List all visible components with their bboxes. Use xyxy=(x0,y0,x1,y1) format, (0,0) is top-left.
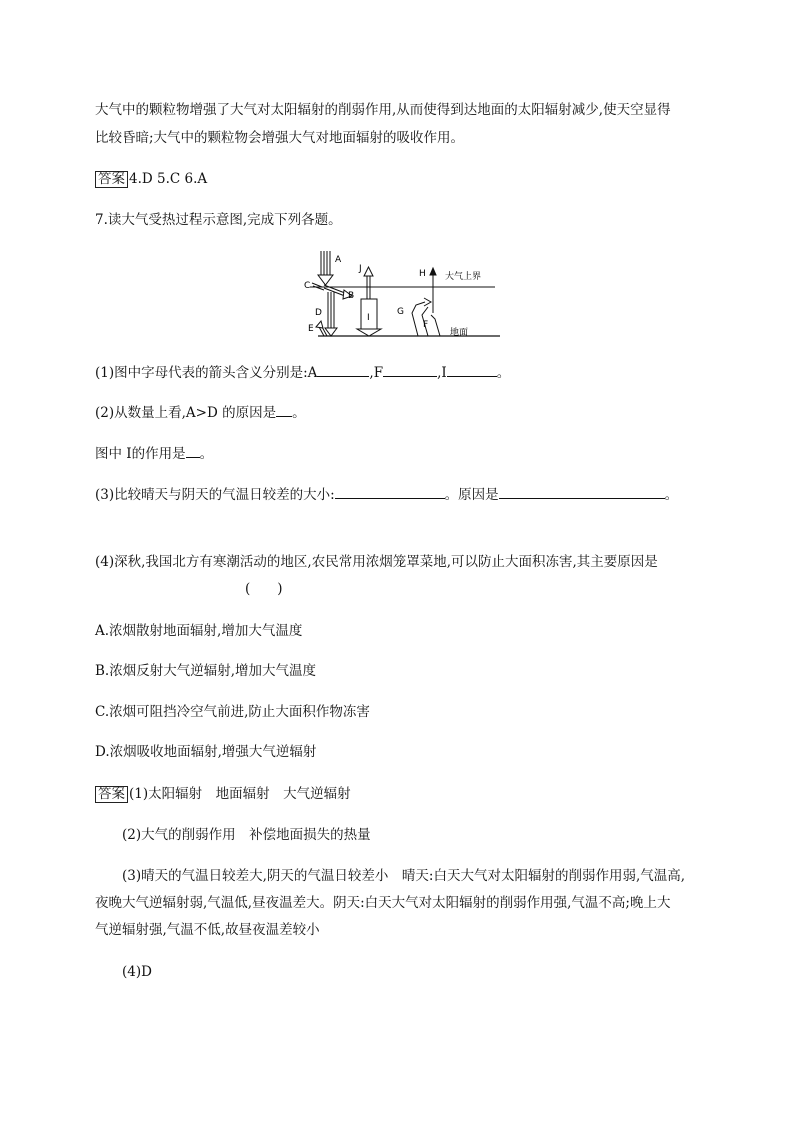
label-h: H xyxy=(419,269,426,279)
question-4-paren: ( ) xyxy=(245,581,283,597)
q1-i: ,I xyxy=(437,365,447,381)
blank-q3b[interactable] xyxy=(499,485,665,499)
q2b-end: 。 xyxy=(199,446,214,462)
label-i: I xyxy=(367,313,370,323)
q1-text: (1)图中字母代表的箭头含义分别是:A xyxy=(95,365,318,381)
q1-f: ,F xyxy=(369,365,384,381)
q3-mid: 。原因是 xyxy=(444,487,499,503)
label-c: C xyxy=(304,281,311,291)
question-4: (4)深秋,我国北方有寒潮活动的地区,农民常用浓烟笼罩菜地,可以防止大面积冻害,其主要原因是 xyxy=(95,554,658,570)
label-top: 大气上界 xyxy=(445,272,482,282)
question-2b xyxy=(95,444,213,463)
label-g: G xyxy=(397,307,404,317)
arrow-a-solar-radiation xyxy=(318,251,333,285)
blank-q2[interactable] xyxy=(276,403,292,417)
intro-line-1: 大气中的颗粒物增强了大气对太阳辐射的削弱作用,从而使得到达地面的太阳辐射减少,使天空显得 xyxy=(95,102,671,118)
previous-answer-text: 4.D 5.C 6.A xyxy=(129,171,208,187)
answer-1 xyxy=(95,785,351,803)
q1-end: 。 xyxy=(496,365,511,381)
label-b: B xyxy=(348,291,355,301)
option-c: C.浓烟可阻挡冷空气前进,防止大面积作物冻害 xyxy=(95,704,370,720)
q2-end: 。 xyxy=(292,405,306,421)
arrow-g-f-ground-radiation xyxy=(412,298,440,336)
arrow-h-space-radiation xyxy=(430,268,436,313)
q3-end: 。 xyxy=(664,487,679,503)
question-1 xyxy=(95,363,510,382)
blank-q2b[interactable] xyxy=(186,444,200,458)
answer-3-line-1: (3)晴天的气温日较差大,阴天的气温日较差小 晴天:白天大气对太阳辐射的削弱作用弱,气温高, xyxy=(122,868,686,884)
previous-answer xyxy=(95,170,207,188)
intro-line-2: 比较昏暗;大气中的颗粒物会增强大气对地面辐射的吸收作用。 xyxy=(95,130,465,146)
answer-3-line-2: 夜晚大气逆辐射弱,气温低,昼夜温差大。阴天:白天大气对太阳辐射的削弱作用强,气温不高;晚上大 xyxy=(95,895,671,911)
label-a: A xyxy=(335,255,342,265)
question-3 xyxy=(95,485,678,504)
q2-text: (2)从数量上看,A>D 的原因是 xyxy=(95,405,277,421)
q3-text: (3)比较晴天与阴天的气温日较差的大小: xyxy=(95,487,335,503)
blank-q3a[interactable] xyxy=(335,485,445,499)
blank-f[interactable] xyxy=(383,363,437,377)
option-d: D.浓烟吸收地面辐射,增强大气逆辐射 xyxy=(95,744,317,760)
answer-1-text: (1)太阳辐射 地面辐射 大气逆辐射 xyxy=(129,786,351,802)
label-d: D xyxy=(315,308,322,318)
blank-i[interactable] xyxy=(447,363,497,377)
label-f: F xyxy=(423,320,429,330)
question-title: 7.读大气受热过程示意图,完成下列各题。 xyxy=(95,212,342,228)
answer-2: (2)大气的削弱作用 补偿地面损失的热量 xyxy=(122,827,371,843)
blank-a[interactable] xyxy=(317,363,369,377)
question-2 xyxy=(95,403,306,422)
label-j: J xyxy=(359,264,362,274)
answer-label-2: 答案 xyxy=(95,786,128,803)
answer-4: (4)D xyxy=(122,964,152,980)
answer-label: 答案 xyxy=(95,171,128,188)
label-ground: 地面 xyxy=(450,328,469,338)
label-e: E xyxy=(308,324,314,334)
atmosphere-heating-diagram xyxy=(290,245,510,345)
q2b-text: 图中 I的作用是 xyxy=(95,446,186,462)
answer-3-line-3: 气逆辐射强,气温不低,故昼夜温差较小 xyxy=(95,922,320,938)
option-b: B.浓烟反射大气逆辐射,增加大气温度 xyxy=(95,663,317,679)
arrow-d-surface-solar xyxy=(325,292,337,336)
option-a: A.浓烟散射地面辐射,增加大气温度 xyxy=(95,623,303,639)
